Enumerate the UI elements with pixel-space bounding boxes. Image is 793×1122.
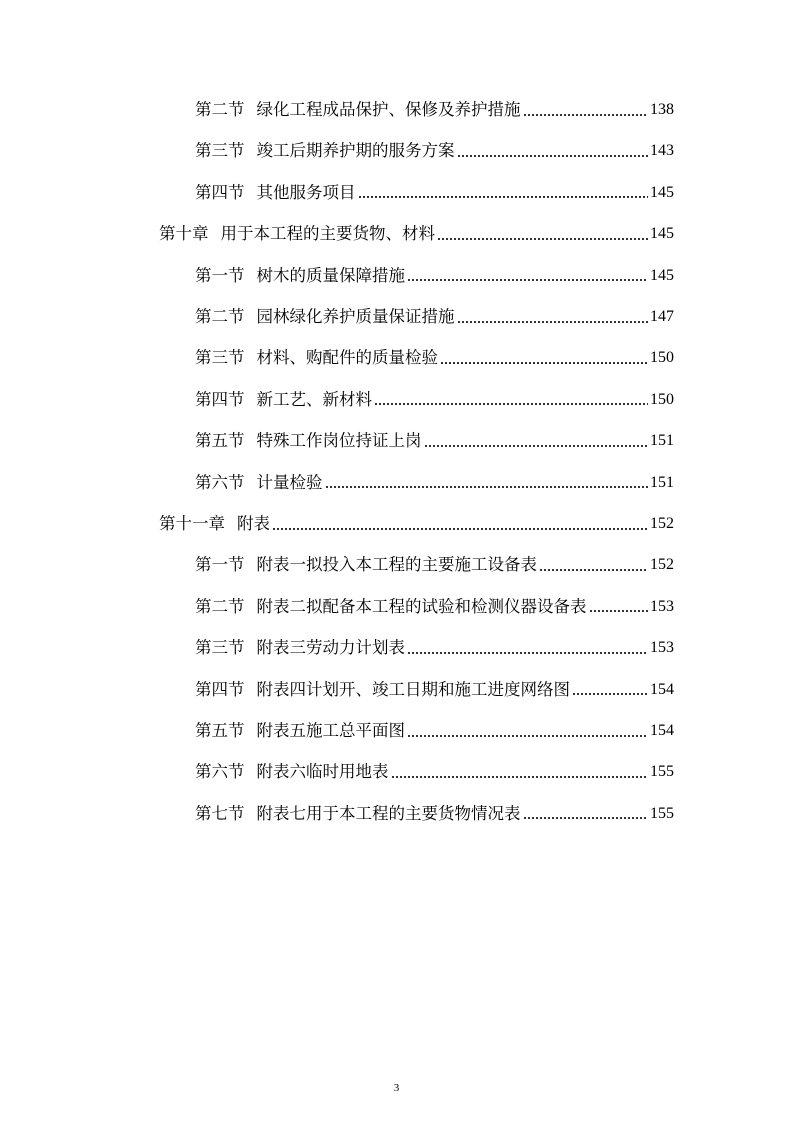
toc-section-entry[interactable] bbox=[195, 586, 674, 627]
toc-entry-page: 153 bbox=[650, 639, 674, 657]
toc-section-entry[interactable] bbox=[195, 462, 674, 503]
toc-section-entry[interactable] bbox=[195, 420, 674, 461]
toc-entry-title: 绿化工程成品保护、保修及养护措施 bbox=[256, 100, 521, 119]
dot-leader bbox=[437, 238, 648, 240]
toc-chapter-entry[interactable] bbox=[159, 503, 674, 544]
toc-entry-page: 150 bbox=[650, 349, 674, 367]
toc-entry-page: 155 bbox=[650, 763, 674, 781]
toc-entry-number: 第五节 bbox=[195, 431, 245, 451]
toc-entry-title: 用于本工程的主要货物、材料 bbox=[220, 224, 435, 244]
toc-entry-page: 151 bbox=[650, 473, 674, 491]
toc-entry-number: 第六节 bbox=[195, 472, 245, 492]
toc-entry-number: 第一节 bbox=[195, 265, 245, 285]
dot-leader bbox=[457, 321, 649, 323]
toc-chapter-entry[interactable] bbox=[159, 213, 674, 254]
toc-entry-title: 竣工后期养护期的服务方案 bbox=[256, 141, 455, 161]
toc-entry-number: 第二节 bbox=[195, 307, 245, 326]
toc-entry-title: 附表一拟投入本工程的主要施工设备表 bbox=[256, 555, 537, 575]
toc-entry-page: 152 bbox=[650, 556, 674, 574]
toc-section-entry[interactable] bbox=[195, 89, 674, 130]
dot-leader bbox=[358, 196, 649, 198]
dot-leader bbox=[407, 279, 648, 281]
dot-leader bbox=[407, 735, 648, 737]
toc-entry-page: 143 bbox=[650, 142, 674, 160]
toc-entry-title: 树木的质量保障措施 bbox=[256, 265, 405, 285]
toc-entry-title: 新工艺、新材料 bbox=[256, 389, 372, 409]
toc-entry-number: 第二节 bbox=[195, 596, 245, 616]
toc-entry-number: 第十章 bbox=[159, 224, 209, 244]
toc-entry-page: 152 bbox=[650, 515, 674, 532]
toc-entry-page: 138 bbox=[650, 101, 674, 118]
dot-leader bbox=[391, 776, 649, 778]
toc-entry-title: 其他服务项目 bbox=[256, 182, 356, 202]
dot-leader bbox=[523, 114, 649, 116]
dot-leader bbox=[407, 652, 648, 654]
dot-leader bbox=[440, 362, 648, 364]
toc-entry-title: 附表三劳动力计划表 bbox=[256, 638, 405, 658]
toc-entry-page: 145 bbox=[650, 266, 674, 284]
toc-entry-number: 第五节 bbox=[195, 721, 245, 740]
toc-section-entry[interactable] bbox=[195, 379, 674, 420]
toc-entry-title: 附表六临时用地表 bbox=[256, 762, 389, 782]
toc-section-entry[interactable] bbox=[195, 751, 674, 792]
dot-leader bbox=[325, 486, 649, 488]
dot-leader bbox=[424, 445, 649, 447]
toc-entry-title: 附表二拟配备本工程的试验和检测仪器设备表 bbox=[256, 596, 587, 616]
toc-section-entry[interactable] bbox=[195, 627, 674, 668]
toc-entry-title: 附表四计划开、竣工日期和施工进度网络图 bbox=[256, 679, 570, 699]
dot-leader bbox=[272, 528, 648, 530]
toc-entry-title: 计量检验 bbox=[256, 472, 323, 492]
toc-entry-page: 153 bbox=[650, 597, 674, 615]
page-number: 3 bbox=[393, 1082, 400, 1094]
toc-section-entry[interactable] bbox=[195, 337, 674, 378]
dot-leader bbox=[572, 693, 648, 695]
toc-section-entry[interactable] bbox=[195, 255, 674, 296]
toc-section-entry[interactable] bbox=[195, 793, 674, 834]
toc-entry-page: 151 bbox=[650, 432, 674, 450]
toc-entry-number: 第四节 bbox=[195, 182, 245, 202]
toc-section-entry[interactable] bbox=[195, 710, 674, 751]
toc-entry-page: 145 bbox=[650, 225, 674, 243]
toc-entry-page: 155 bbox=[650, 804, 674, 822]
dot-leader bbox=[589, 610, 649, 612]
dot-leader bbox=[374, 403, 648, 405]
toc-entry-page: 147 bbox=[650, 308, 674, 325]
dot-leader bbox=[523, 817, 649, 819]
toc-section-entry[interactable] bbox=[195, 544, 674, 585]
toc-entry-number: 第四节 bbox=[195, 679, 245, 699]
toc-entry-title: 园林绿化养护质量保证措施 bbox=[256, 307, 455, 326]
toc-section-entry[interactable] bbox=[195, 669, 674, 710]
toc-section-entry[interactable] bbox=[195, 296, 674, 337]
toc-entry-title: 附表七用于本工程的主要货物情况表 bbox=[256, 803, 521, 823]
toc-entry-number: 第三节 bbox=[195, 348, 245, 368]
toc-entry-number: 第六节 bbox=[195, 762, 245, 782]
toc-entry-title: 特殊工作岗位持证上岗 bbox=[256, 431, 422, 451]
toc-section-entry[interactable] bbox=[195, 130, 674, 171]
toc-entry-number: 第三节 bbox=[195, 638, 245, 658]
toc-entry-number: 第二节 bbox=[195, 100, 245, 119]
toc-entry-title: 附表 bbox=[237, 514, 270, 533]
toc-entry-page: 150 bbox=[650, 390, 674, 408]
toc-entry-page: 154 bbox=[650, 722, 674, 739]
toc-entry-number: 第七节 bbox=[195, 803, 245, 823]
toc-entry-page: 154 bbox=[650, 680, 674, 698]
dot-leader bbox=[539, 569, 648, 571]
toc-entry-title: 材料、购配件的质量检验 bbox=[256, 348, 438, 368]
toc-section-entry[interactable] bbox=[195, 172, 674, 213]
toc-entry-number: 第四节 bbox=[195, 389, 245, 409]
toc-entry-title: 附表五施工总平面图 bbox=[256, 721, 405, 740]
toc-entry-number: 第三节 bbox=[195, 141, 245, 161]
toc-entry-number: 第十一章 bbox=[159, 514, 225, 533]
toc-entry-number: 第一节 bbox=[195, 555, 245, 575]
toc-entry-page: 145 bbox=[650, 183, 674, 201]
dot-leader bbox=[457, 155, 649, 157]
